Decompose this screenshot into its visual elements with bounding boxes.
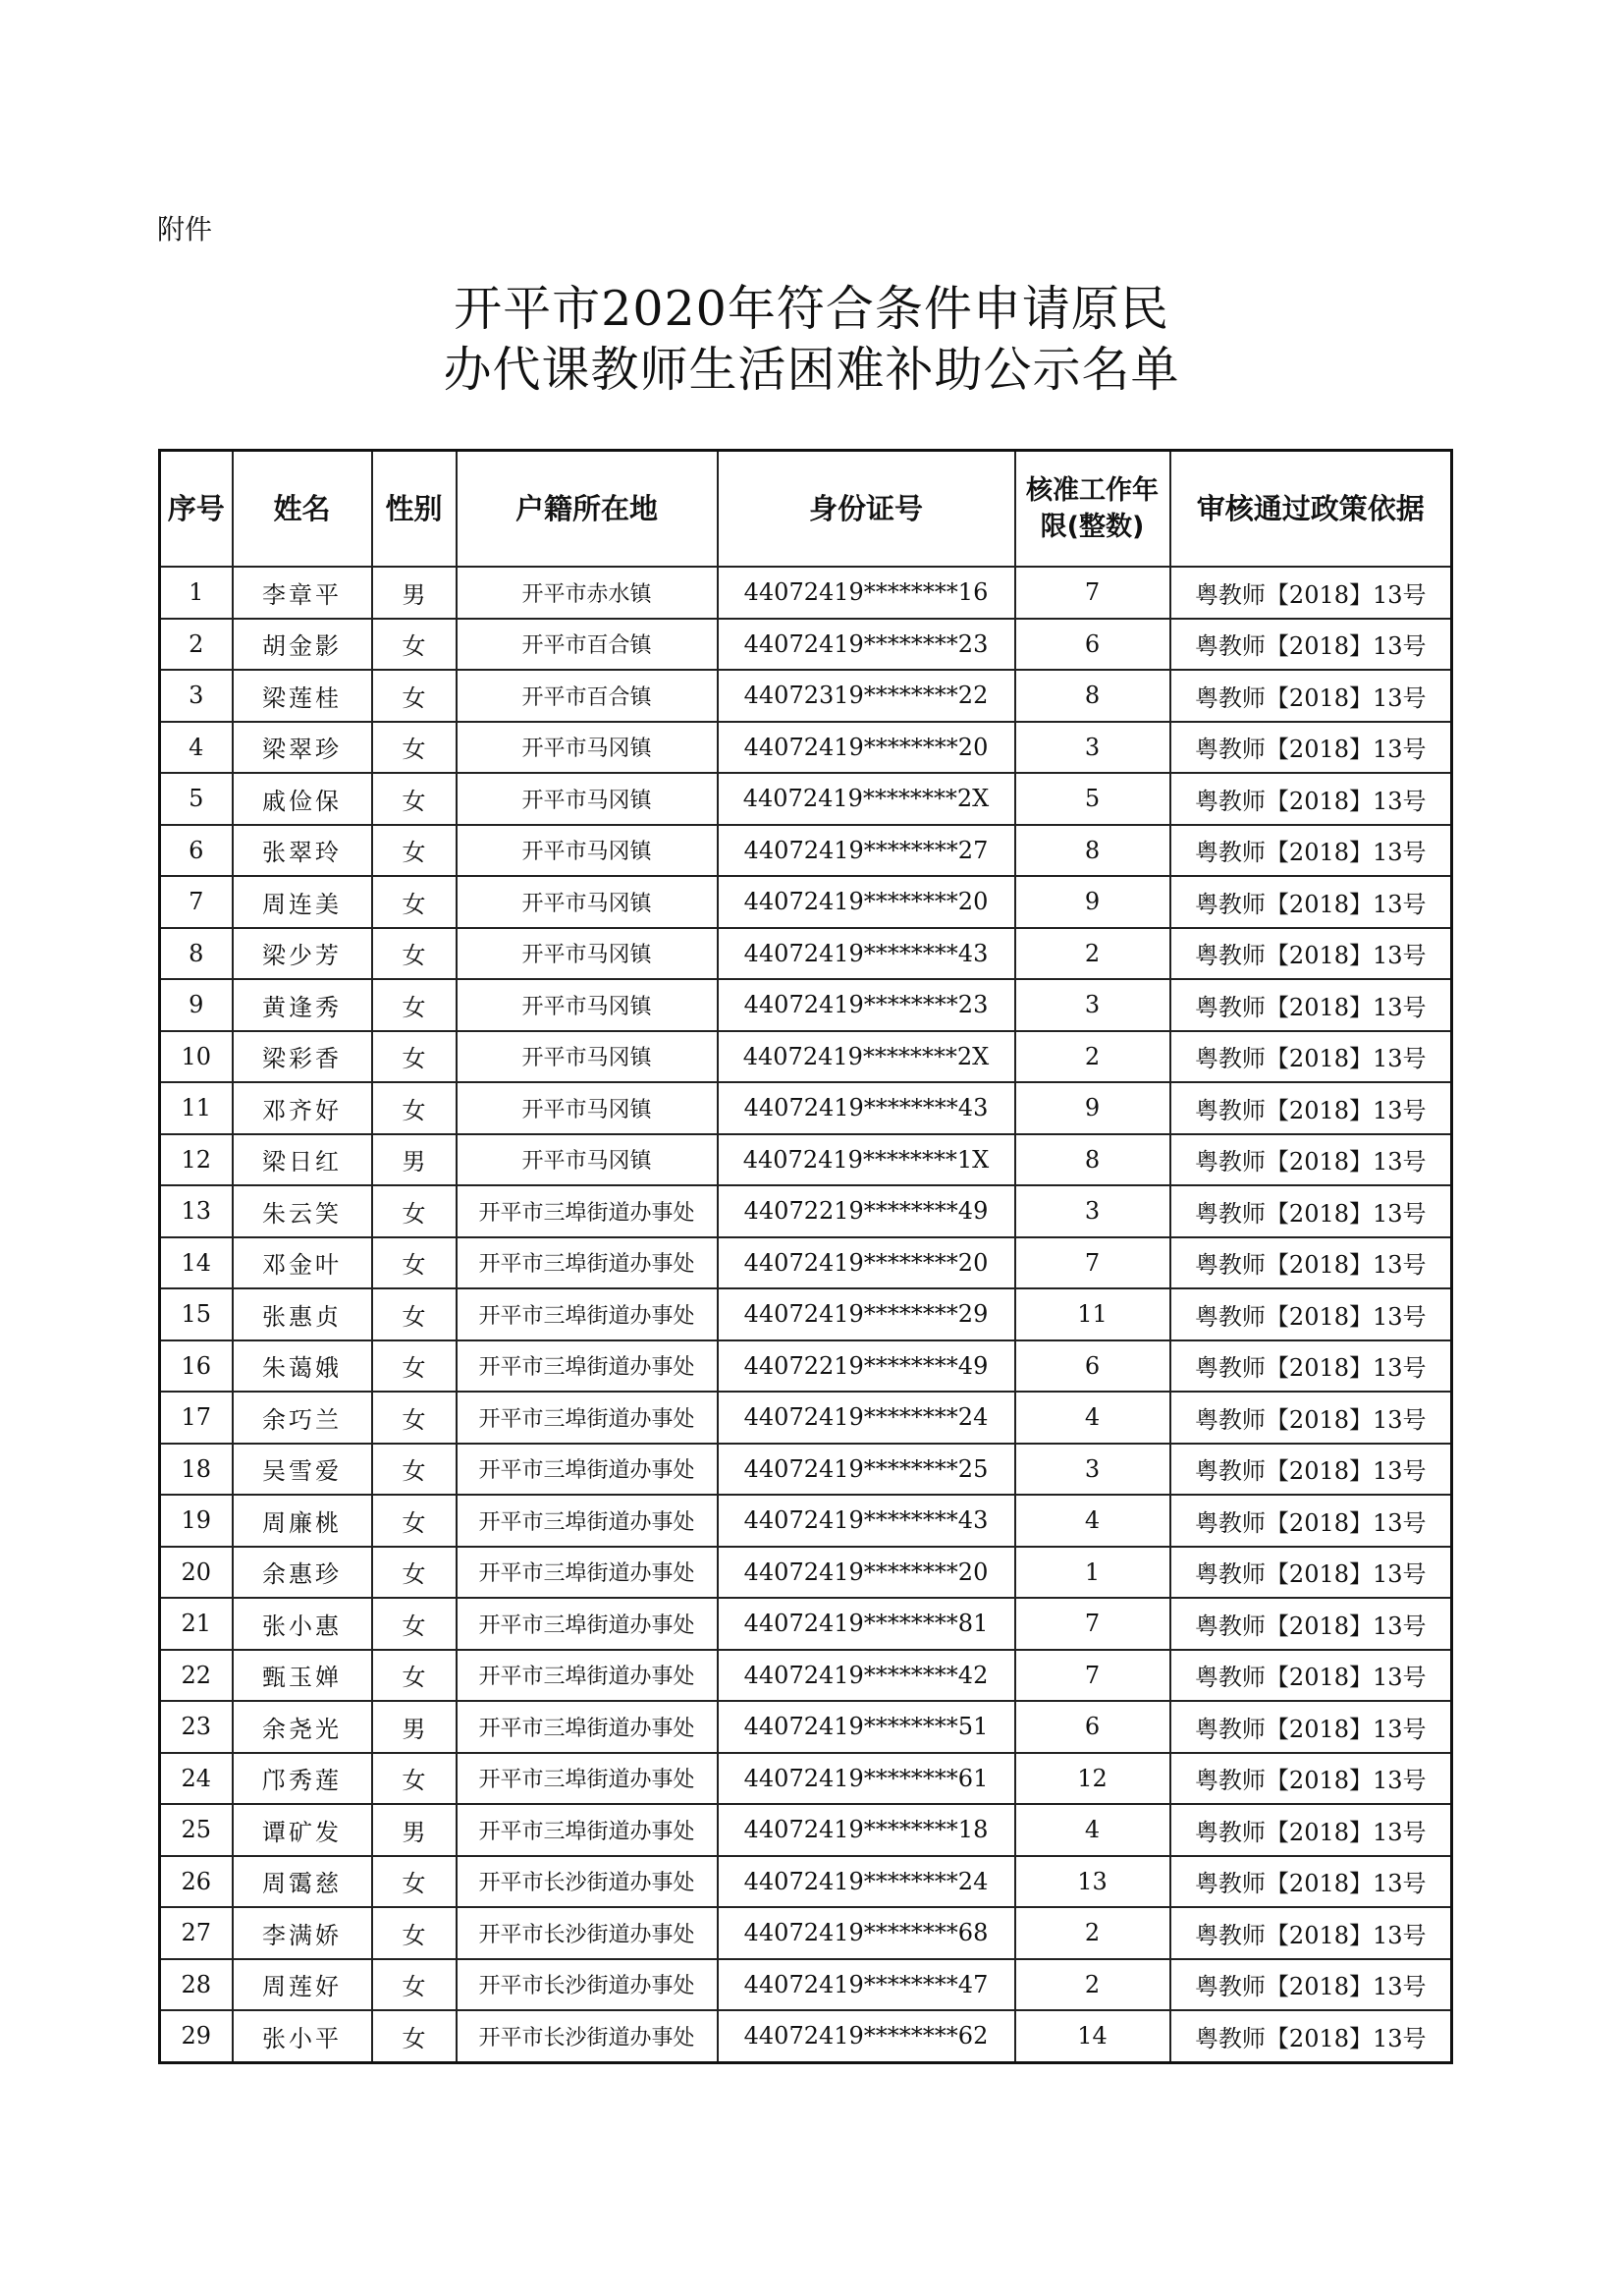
- cell-years: 2: [1015, 928, 1170, 980]
- cell-years: 7: [1015, 1237, 1170, 1289]
- cell-name: 胡金影: [233, 619, 372, 671]
- cell-policy: 粤教师【2018】13号: [1170, 773, 1452, 825]
- cell-policy: 粤教师【2018】13号: [1170, 2010, 1452, 2062]
- cell-index: 18: [160, 1444, 233, 1496]
- table-row: [160, 1598, 1452, 1650]
- cell-index: 6: [160, 825, 233, 877]
- cell-policy: 粤教师【2018】13号: [1170, 1959, 1452, 2011]
- cell-years: 7: [1015, 567, 1170, 619]
- cell-name: 梁彩香: [233, 1031, 372, 1083]
- cell-name: 戚俭保: [233, 773, 372, 825]
- cell-years: 14: [1015, 2010, 1170, 2062]
- cell-gender: 女: [372, 1392, 457, 1444]
- cell-policy: 粤教师【2018】13号: [1170, 1804, 1452, 1856]
- cell-id-number: 44072419********20: [718, 1547, 1015, 1599]
- cell-years: 4: [1015, 1495, 1170, 1547]
- cell-index: 25: [160, 1804, 233, 1856]
- table-row: [160, 1753, 1452, 1805]
- cell-hukou: 开平市马冈镇: [457, 825, 718, 877]
- cell-policy: 粤教师【2018】13号: [1170, 1134, 1452, 1186]
- cell-name: 张小平: [233, 2010, 372, 2062]
- cell-name: 李满娇: [233, 1907, 372, 1959]
- cell-hukou: 开平市三埠街道办事处: [457, 1804, 718, 1856]
- cell-name: 周廉桃: [233, 1495, 372, 1547]
- cell-id-number: 44072419********20: [718, 1237, 1015, 1289]
- cell-years: 7: [1015, 1598, 1170, 1650]
- table-row: [160, 1237, 1452, 1289]
- cell-gender: 女: [372, 1495, 457, 1547]
- cell-id-number: 44072419********43: [718, 1495, 1015, 1547]
- cell-gender: 女: [372, 722, 457, 774]
- header-gender: 性别: [372, 451, 457, 568]
- cell-name: 甄玉婵: [233, 1650, 372, 1702]
- cell-index: 13: [160, 1185, 233, 1237]
- cell-hukou: 开平市长沙街道办事处: [457, 1856, 718, 1908]
- table-row: [160, 1856, 1452, 1908]
- header-index: 序号: [160, 451, 233, 568]
- cell-id-number: 44072419********20: [718, 876, 1015, 928]
- cell-years: 3: [1015, 1444, 1170, 1496]
- cell-years: 9: [1015, 876, 1170, 928]
- cell-policy: 粤教师【2018】13号: [1170, 1082, 1452, 1134]
- table-row: [160, 825, 1452, 877]
- cell-index: 11: [160, 1082, 233, 1134]
- cell-years: 4: [1015, 1392, 1170, 1444]
- cell-hukou: 开平市三埠街道办事处: [457, 1444, 718, 1496]
- table-row: [160, 1340, 1452, 1393]
- cell-hukou: 开平市长沙街道办事处: [457, 1959, 718, 2011]
- cell-years: 12: [1015, 1753, 1170, 1805]
- cell-years: 8: [1015, 1134, 1170, 1186]
- cell-name: 邝秀莲: [233, 1753, 372, 1805]
- cell-gender: 女: [372, 1444, 457, 1496]
- cell-gender: 女: [372, 1185, 457, 1237]
- cell-name: 余惠珍: [233, 1547, 372, 1599]
- cell-hukou: 开平市百合镇: [457, 619, 718, 671]
- cell-id-number: 44072419********43: [718, 1082, 1015, 1134]
- table-row: [160, 619, 1452, 671]
- cell-name: 张小惠: [233, 1598, 372, 1650]
- cell-hukou: 开平市马冈镇: [457, 1031, 718, 1083]
- cell-name: 黄逢秀: [233, 979, 372, 1031]
- cell-years: 6: [1015, 1701, 1170, 1753]
- cell-id-number: 44072419********42: [718, 1650, 1015, 1702]
- attachment-label: 附件: [157, 213, 213, 246]
- cell-policy: 粤教师【2018】13号: [1170, 1237, 1452, 1289]
- cell-hukou: 开平市三埠街道办事处: [457, 1288, 718, 1340]
- cell-id-number: 44072219********49: [718, 1340, 1015, 1393]
- cell-hukou: 开平市赤水镇: [457, 567, 718, 619]
- cell-index: 24: [160, 1753, 233, 1805]
- cell-policy: 粤教师【2018】13号: [1170, 928, 1452, 980]
- cell-hukou: 开平市三埠街道办事处: [457, 1547, 718, 1599]
- cell-years: 7: [1015, 1650, 1170, 1702]
- cell-name: 周莲好: [233, 1959, 372, 2011]
- cell-gender: 女: [372, 1959, 457, 2011]
- table-row: [160, 979, 1452, 1031]
- cell-gender: 女: [372, 2010, 457, 2062]
- table-row: [160, 670, 1452, 722]
- subsidy-roster-table: [158, 449, 1453, 2064]
- cell-years: 9: [1015, 1082, 1170, 1134]
- cell-policy: 粤教师【2018】13号: [1170, 825, 1452, 877]
- cell-id-number: 44072219********49: [718, 1185, 1015, 1237]
- cell-index: 1: [160, 567, 233, 619]
- cell-id-number: 44072419********16: [718, 567, 1015, 619]
- cell-index: 27: [160, 1907, 233, 1959]
- cell-years: 13: [1015, 1856, 1170, 1908]
- cell-index: 14: [160, 1237, 233, 1289]
- cell-index: 21: [160, 1598, 233, 1650]
- cell-index: 16: [160, 1340, 233, 1393]
- cell-index: 8: [160, 928, 233, 980]
- cell-id-number: 44072419********1X: [718, 1134, 1015, 1186]
- cell-id-number: 44072419********43: [718, 928, 1015, 980]
- cell-gender: 女: [372, 619, 457, 671]
- cell-policy: 粤教师【2018】13号: [1170, 1288, 1452, 1340]
- cell-name: 朱云笑: [233, 1185, 372, 1237]
- cell-name: 邓齐好: [233, 1082, 372, 1134]
- cell-policy: 粤教师【2018】13号: [1170, 1031, 1452, 1083]
- cell-index: 2: [160, 619, 233, 671]
- cell-hukou: 开平市马冈镇: [457, 876, 718, 928]
- cell-gender: 女: [372, 928, 457, 980]
- cell-hukou: 开平市马冈镇: [457, 773, 718, 825]
- cell-id-number: 44072419********51: [718, 1701, 1015, 1753]
- cell-hukou: 开平市三埠街道办事处: [457, 1392, 718, 1444]
- cell-gender: 女: [372, 1547, 457, 1599]
- cell-hukou: 开平市三埠街道办事处: [457, 1701, 718, 1753]
- document-title-line-2: 办代课教师生活困难补助公示名单: [443, 342, 1180, 398]
- cell-policy: 粤教师【2018】13号: [1170, 1650, 1452, 1702]
- table-row: [160, 2010, 1452, 2062]
- cell-years: 2: [1015, 1031, 1170, 1083]
- table-row: [160, 1804, 1452, 1856]
- table-row: [160, 1907, 1452, 1959]
- table-row: [160, 1444, 1452, 1496]
- cell-name: 余巧兰: [233, 1392, 372, 1444]
- cell-id-number: 44072419********2X: [718, 1031, 1015, 1083]
- cell-policy: 粤教师【2018】13号: [1170, 1444, 1452, 1496]
- cell-hukou: 开平市长沙街道办事处: [457, 1907, 718, 1959]
- cell-gender: 女: [372, 876, 457, 928]
- cell-index: 19: [160, 1495, 233, 1547]
- cell-hukou: 开平市三埠街道办事处: [457, 1598, 718, 1650]
- cell-policy: 粤教师【2018】13号: [1170, 1185, 1452, 1237]
- cell-gender: 女: [372, 1031, 457, 1083]
- cell-policy: 粤教师【2018】13号: [1170, 1701, 1452, 1753]
- cell-years: 1: [1015, 1547, 1170, 1599]
- cell-id-number: 44072419********81: [718, 1598, 1015, 1650]
- table-row: [160, 1701, 1452, 1753]
- table-header: [160, 451, 1452, 568]
- cell-policy: 粤教师【2018】13号: [1170, 670, 1452, 722]
- cell-id-number: 44072419********23: [718, 619, 1015, 671]
- cell-years: 6: [1015, 1340, 1170, 1393]
- cell-index: 3: [160, 670, 233, 722]
- cell-id-number: 44072419********23: [718, 979, 1015, 1031]
- cell-id-number: 44072419********61: [718, 1753, 1015, 1805]
- header-name: 姓名: [233, 451, 372, 568]
- cell-gender: 女: [372, 670, 457, 722]
- cell-policy: 粤教师【2018】13号: [1170, 1340, 1452, 1393]
- table-row: [160, 1495, 1452, 1547]
- cell-name: 邓金叶: [233, 1237, 372, 1289]
- cell-id-number: 44072419********47: [718, 1959, 1015, 2011]
- cell-id-number: 44072419********24: [718, 1856, 1015, 1908]
- cell-gender: 女: [372, 1340, 457, 1393]
- header-hukou: 户籍所在地: [457, 451, 718, 568]
- table-row: [160, 928, 1452, 980]
- cell-hukou: 开平市长沙街道办事处: [457, 2010, 718, 2062]
- cell-id-number: 44072419********18: [718, 1804, 1015, 1856]
- cell-index: 7: [160, 876, 233, 928]
- document-title-line-1: 开平市2020年符合条件申请原民: [454, 281, 1169, 337]
- cell-gender: 女: [372, 773, 457, 825]
- cell-index: 20: [160, 1547, 233, 1599]
- cell-gender: 女: [372, 1650, 457, 1702]
- cell-policy: 粤教师【2018】13号: [1170, 1753, 1452, 1805]
- cell-name: 周霭慈: [233, 1856, 372, 1908]
- cell-years: 2: [1015, 1907, 1170, 1959]
- table-row: [160, 1185, 1452, 1237]
- cell-hukou: 开平市马冈镇: [457, 928, 718, 980]
- cell-years: 11: [1015, 1288, 1170, 1340]
- cell-years: 8: [1015, 825, 1170, 877]
- table-row: [160, 567, 1452, 619]
- cell-index: 26: [160, 1856, 233, 1908]
- cell-id-number: 44072419********2X: [718, 773, 1015, 825]
- cell-policy: 粤教师【2018】13号: [1170, 1495, 1452, 1547]
- table-row: [160, 876, 1452, 928]
- cell-gender: 女: [372, 1856, 457, 1908]
- header-row: [160, 451, 1452, 568]
- cell-policy: 粤教师【2018】13号: [1170, 1598, 1452, 1650]
- header-id-number: 身份证号: [718, 451, 1015, 568]
- cell-years: 6: [1015, 619, 1170, 671]
- cell-name: 张惠贞: [233, 1288, 372, 1340]
- table-row: [160, 1650, 1452, 1702]
- cell-name: 朱蔼娥: [233, 1340, 372, 1393]
- table-body: [160, 567, 1452, 2062]
- cell-policy: 粤教师【2018】13号: [1170, 1856, 1452, 1908]
- cell-index: 29: [160, 2010, 233, 2062]
- cell-hukou: 开平市三埠街道办事处: [457, 1185, 718, 1237]
- cell-gender: 女: [372, 1288, 457, 1340]
- cell-name: 李章平: [233, 567, 372, 619]
- cell-index: 23: [160, 1701, 233, 1753]
- cell-policy: 粤教师【2018】13号: [1170, 567, 1452, 619]
- table-row: [160, 1959, 1452, 2011]
- cell-hukou: 开平市三埠街道办事处: [457, 1340, 718, 1393]
- cell-gender: 女: [372, 825, 457, 877]
- cell-index: 5: [160, 773, 233, 825]
- cell-id-number: 44072419********29: [718, 1288, 1015, 1340]
- cell-gender: 男: [372, 1804, 457, 1856]
- cell-name: 梁莲桂: [233, 670, 372, 722]
- cell-gender: 女: [372, 979, 457, 1031]
- cell-hukou: 开平市三埠街道办事处: [457, 1237, 718, 1289]
- cell-hukou: 开平市马冈镇: [457, 722, 718, 774]
- cell-gender: 女: [372, 1237, 457, 1289]
- cell-gender: 男: [372, 567, 457, 619]
- cell-index: 10: [160, 1031, 233, 1083]
- cell-name: 吴雪爱: [233, 1444, 372, 1496]
- cell-years: 5: [1015, 773, 1170, 825]
- cell-name: 张翠玲: [233, 825, 372, 877]
- table-row: [160, 1134, 1452, 1186]
- cell-gender: 男: [372, 1701, 457, 1753]
- cell-id-number: 44072419********20: [718, 722, 1015, 774]
- cell-years: 3: [1015, 979, 1170, 1031]
- cell-gender: 女: [372, 1907, 457, 1959]
- cell-policy: 粤教师【2018】13号: [1170, 876, 1452, 928]
- cell-hukou: 开平市三埠街道办事处: [457, 1495, 718, 1547]
- header-years: 核准工作年限(整数): [1015, 451, 1170, 568]
- table-row: [160, 1082, 1452, 1134]
- cell-index: 9: [160, 979, 233, 1031]
- cell-name: 梁日红: [233, 1134, 372, 1186]
- table-row: [160, 1031, 1452, 1083]
- table-row: [160, 1288, 1452, 1340]
- cell-policy: 粤教师【2018】13号: [1170, 979, 1452, 1031]
- cell-index: 12: [160, 1134, 233, 1186]
- cell-id-number: 44072419********62: [718, 2010, 1015, 2062]
- cell-policy: 粤教师【2018】13号: [1170, 1907, 1452, 1959]
- cell-policy: 粤教师【2018】13号: [1170, 722, 1452, 774]
- cell-policy: 粤教师【2018】13号: [1170, 1392, 1452, 1444]
- table-row: [160, 1392, 1452, 1444]
- cell-id-number: 44072419********25: [718, 1444, 1015, 1496]
- cell-policy: 粤教师【2018】13号: [1170, 619, 1452, 671]
- cell-years: 2: [1015, 1959, 1170, 2011]
- cell-years: 8: [1015, 670, 1170, 722]
- cell-gender: 男: [372, 1134, 457, 1186]
- cell-name: 梁翠珍: [233, 722, 372, 774]
- cell-policy: 粤教师【2018】13号: [1170, 1547, 1452, 1599]
- cell-years: 3: [1015, 1185, 1170, 1237]
- cell-index: 28: [160, 1959, 233, 2011]
- cell-id-number: 44072319********22: [718, 670, 1015, 722]
- table-row: [160, 773, 1452, 825]
- cell-name: 梁少芳: [233, 928, 372, 980]
- cell-index: 15: [160, 1288, 233, 1340]
- table-row: [160, 722, 1452, 774]
- cell-hukou: 开平市马冈镇: [457, 979, 718, 1031]
- cell-name: 余尧光: [233, 1701, 372, 1753]
- cell-id-number: 44072419********68: [718, 1907, 1015, 1959]
- header-policy: 审核通过政策依据: [1170, 451, 1452, 568]
- cell-years: 4: [1015, 1804, 1170, 1856]
- cell-id-number: 44072419********24: [718, 1392, 1015, 1444]
- cell-index: 22: [160, 1650, 233, 1702]
- cell-hukou: 开平市三埠街道办事处: [457, 1650, 718, 1702]
- cell-name: 周连美: [233, 876, 372, 928]
- cell-gender: 女: [372, 1753, 457, 1805]
- cell-gender: 女: [372, 1082, 457, 1134]
- cell-index: 17: [160, 1392, 233, 1444]
- cell-years: 3: [1015, 722, 1170, 774]
- cell-index: 4: [160, 722, 233, 774]
- cell-hukou: 开平市三埠街道办事处: [457, 1753, 718, 1805]
- cell-hukou: 开平市马冈镇: [457, 1082, 718, 1134]
- cell-name: 谭矿发: [233, 1804, 372, 1856]
- cell-hukou: 开平市马冈镇: [457, 1134, 718, 1186]
- table-row: [160, 1547, 1452, 1599]
- cell-gender: 女: [372, 1598, 457, 1650]
- cell-hukou: 开平市百合镇: [457, 670, 718, 722]
- cell-id-number: 44072419********27: [718, 825, 1015, 877]
